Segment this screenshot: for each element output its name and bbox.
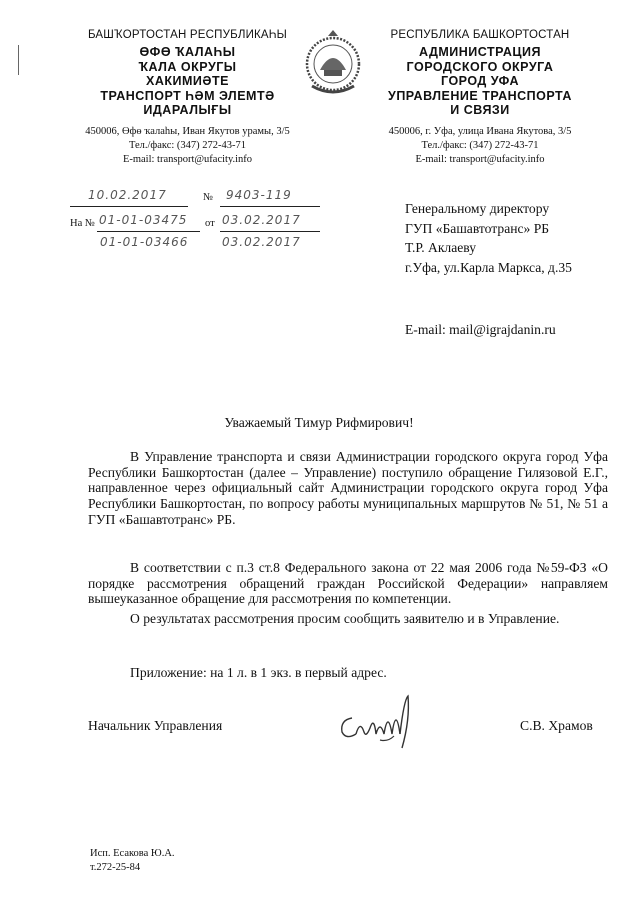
header-right-line: И СВЯЗИ — [450, 103, 510, 117]
header-left-phone: Тел./факс: (347) 272-43-71 — [128, 139, 247, 151]
reg-date-field — [70, 188, 188, 207]
header-left-title — [50, 45, 325, 118]
paragraph-2: В соответствии с п.3 ст.8 Федерального закона от 22 мая 2006 года №59-ФЗ «О порядке рассмотрения обращений граждан Российской Федерации» направляем вышеуказанное обращение для рассмотрения по компетенции. — [88, 560, 608, 607]
header-left-line: ИДАРАЛЫҒЫ — [143, 103, 232, 117]
header-right-title — [355, 45, 605, 118]
header-left-email: E-mail: transport@ufacity.info — [122, 153, 253, 165]
header-left-line: ХАКИМИӘТЕ — [146, 74, 229, 88]
recipient-email: E-mail: mail@igrajdanin.ru — [405, 322, 556, 337]
header-right — [355, 28, 605, 167]
ref-number: 01-01-03475 — [99, 213, 188, 227]
ref-date-field — [220, 213, 320, 232]
ref-number-field — [97, 213, 200, 232]
salutation: Уважаемый Тимур Рифмирович! — [224, 415, 414, 430]
ref-prefix: На № — [70, 218, 95, 229]
reg-number-sign: № — [203, 192, 214, 203]
header-right-line: ГОРОД УФА — [441, 74, 519, 88]
reg-number: 9403-119 — [226, 188, 292, 202]
recipient-line: ГУП «Башавтотранс» РБ — [405, 220, 550, 236]
header-right-email: E-mail: transport@ufacity.info — [415, 153, 545, 165]
header-right-phone: Тел./факс: (347) 272-43-71 — [421, 139, 539, 151]
executor-phone: т.272-25-84 — [90, 862, 141, 873]
header-right-line: УПРАВЛЕНИЕ ТРАНСПОРТА — [388, 88, 572, 103]
executor-name: Исп. Есакова Ю.А. — [90, 848, 175, 859]
header-right-line: ГОРОДСКОГО ОКРУГА — [406, 59, 554, 74]
ref-date-2: 03.02.2017 — [222, 235, 301, 249]
recipient-line: Генеральному директору — [405, 201, 550, 216]
paragraph-3: О результатах рассмотрения просим сообщить заявителю и в Управление. — [130, 611, 560, 626]
margin-mark — [18, 45, 19, 75]
header-left-line: ҠАЛА ОКРУГЫ — [138, 59, 237, 74]
handwritten-signature-icon — [330, 690, 435, 755]
ref-number-2: 01-01-03466 — [100, 235, 189, 249]
signatory-position: Начальник Управления — [88, 718, 223, 733]
header-left-line: ТРАНСПОРТ ҺӘМ ЭЛЕМТӘ — [100, 88, 275, 103]
recipient-block — [405, 199, 572, 277]
attachment: Приложение: на 1 л. в 1 экз. в первый адрес. — [130, 665, 387, 680]
header-right-address: 450006, г. Уфа, улица Ивана Якутова, 3/5 — [388, 125, 572, 137]
header-right-line: АДМИНИСТРАЦИЯ — [418, 45, 542, 59]
reg-number-field — [220, 188, 320, 207]
header-left-republic: БАШҠОРТОСТАН РЕСПУБЛИКАҺЫ — [87, 29, 288, 41]
recipient-line: г.Уфа, ул.Карла Маркса, д.35 — [405, 259, 572, 275]
ref-date: 03.02.2017 — [222, 213, 301, 227]
reg-date: 10.02.2017 — [88, 188, 167, 202]
header-left-line: ӨФӨ ҠАЛАҺЫ — [139, 45, 236, 59]
recipient-line: Т.Р. Аклаеву — [405, 240, 477, 256]
ref-from: от — [205, 218, 215, 229]
signatory-name: С.В. Храмов — [520, 718, 593, 733]
header-right-republic: РЕСПУБЛИКА БАШКОРТОСТАН — [390, 29, 570, 41]
paragraph-1: В Управление транспорта и связи Администрации городского округа город Уфа Республики Башкортостан (далее – Управление) поступило обращение Гилязовой Е.Г., направленное через официальный сайт Администрации городского округа город Уфа Республики Башкортостан, по вопросу работы муниципальных маршрутов № 51, № 51 а ГУП «Башавтотранс» РБ. — [88, 449, 608, 527]
executor-block — [90, 847, 175, 875]
header-left-address: 450006, Өфө ҡалаһы, Иван Якутов урамы, 3/5 — [85, 125, 290, 137]
header-left — [50, 28, 325, 167]
